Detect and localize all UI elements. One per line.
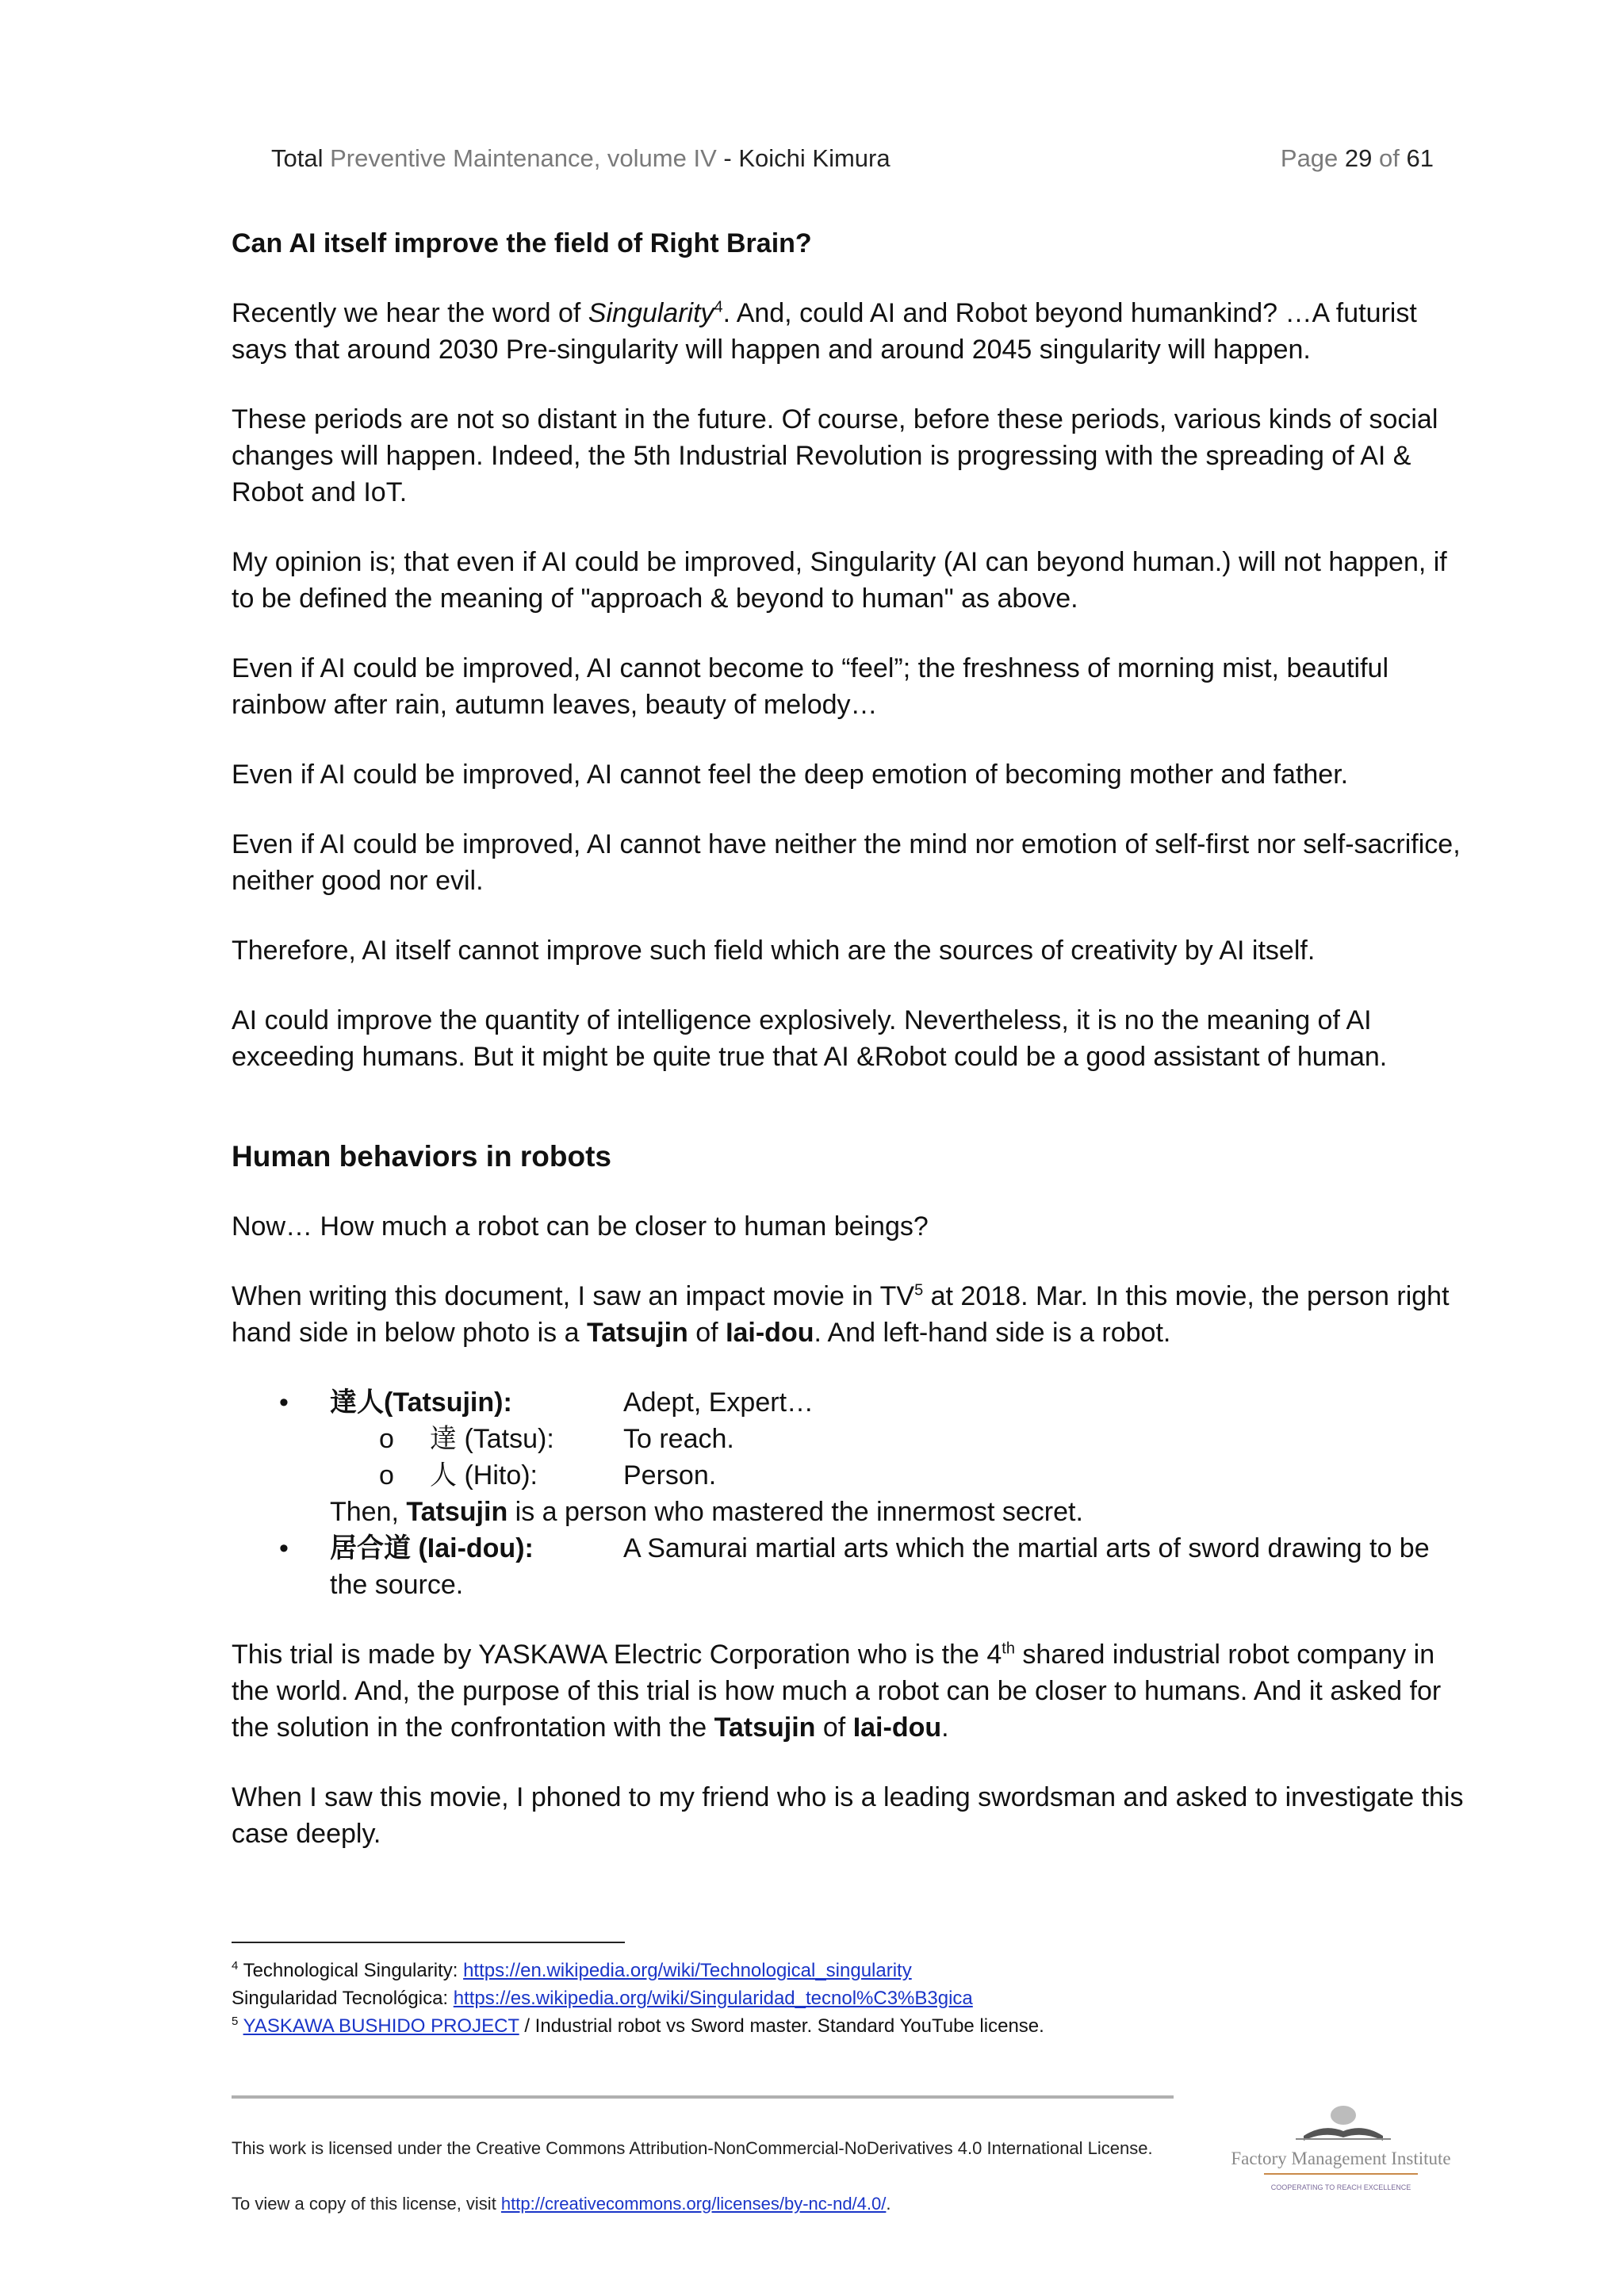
definition-list <box>232 1384 1465 1603</box>
sub-list-item: o 達 (Tatsu): To reach. <box>232 1421 1465 1457</box>
paragraph: Even if AI could be improved, AI cannot feel the deep emotion of becoming mother and father. <box>232 760 1349 790</box>
circle-bullet-icon: o <box>379 1460 394 1490</box>
list-item: • 達人(Tatsujin): Adept, Expert… <box>232 1384 1465 1421</box>
footnote-divider <box>232 1942 625 1943</box>
paragraph: When I saw this movie, I phoned to my friend who is a leading swordsman and asked to investigate this case deeply. <box>232 1782 1464 1849</box>
footnote-4b: Singularidad Tecnológica: https://es.wikipedia.org/wiki/Singularidad_tecnol%C3%B3gica <box>232 1988 973 2009</box>
document-body <box>232 225 1465 1885</box>
paragraph: Now… How much a robot can be closer to human beings? <box>232 1211 929 1242</box>
footnote-link[interactable]: YASKAWA BUSHIDO PROJECT <box>243 2015 519 2037</box>
license-link[interactable]: http://creativecommons.org/licenses/by-nc-nd/4.0/ <box>500 2194 887 2214</box>
footnote-5: $^5$ YASKAWA BUSHIDO PROJECT / Industrial robot vs Sword master. Standard YouTube license. <box>232 2015 1044 2037</box>
footnote-4: $^4$ Technological Singularity: https://en.wikipedia.org/wiki/Technological_singularity <box>232 1959 912 1981</box>
paragraph: Even if AI could be improved, AI cannot have neither the mind nor emotion of self-first nor self-sacrifice, neither good nor evil. <box>232 829 1461 896</box>
paragraph: My opinion is; that even if AI could be improved, Singularity (AI can beyond human.) will not happen, if to be defined the meaning of "approach & beyond to human" as above. <box>232 547 1447 614</box>
footnote-link[interactable]: https://es.wikipedia.org/wiki/Singularidad_tecnol%C3%B3gica <box>453 1988 973 2009</box>
bullet-icon: • <box>279 1387 289 1418</box>
page-number: Page 29 of 61 <box>1280 144 1434 172</box>
section-heading: Human behaviors in robots <box>232 1140 612 1173</box>
footnote-link[interactable]: https://en.wikipedia.org/wiki/Technological_singularity <box>463 1960 912 1981</box>
paragraph: This trial is made by YASKAWA Electric Corporation who is the 4th shared industrial robot company in the world. And, the purpose of this trial is how much a robot can be closer to humans. And it asked for the solution in the confrontation with the Tatsujin of Iai-dou. <box>232 1640 1442 1743</box>
paragraph: When writing this document, I saw an impact movie in $TV^5$ at 2018. Mar. In this movie, the person right hand side in below photo is a Tatsujin of Iai-dou. And left-hand side is a robot. <box>232 1281 1450 1348</box>
paragraph: Even if AI could be improved, AI cannot become to “feel”; the freshness of morning mist, beautiful rainbow after rain, autumn leaves, beauty of melody… <box>232 653 1388 720</box>
footer-divider <box>232 2095 1174 2099</box>
paragraph: Recently we hear the word of Singularity$^4$. And, could AI and Robot beyond humankind? …A futurist says that around 2030 Pre-singularity will happen and around 2045 singularity will happen. <box>232 298 1417 365</box>
bullet-icon: • <box>279 1533 289 1563</box>
running-title: Total Preventive Maintenance, volume IV - Koichi Kimura <box>271 144 891 172</box>
paragraph: Therefore, AI itself cannot improve such field which are the sources of creativity by AI itself. <box>232 936 1316 966</box>
footnote-ref: 4 <box>714 298 723 316</box>
logo-tagline: COOPERATING TO REACH EXCELLENCE <box>1270 2183 1411 2191</box>
sub-list-item: o 人 (Hito): Person. <box>232 1457 1465 1494</box>
license-text: This work is licensed under the Creative Commons Attribution-NonCommercial-NoDerivatives 4.0 International License. <box>232 2138 1153 2158</box>
paragraph: AI could improve the quantity of intelligence explosively. Nevertheless, it is no the meaning of AI exceeding humans. But it might be quite true that AI &Robot could be a good assistant of human. <box>232 1005 1388 1072</box>
footnotes <box>232 1957 1342 2040</box>
paragraph: These periods are not so distant in the future. Of course, before these periods, various kinds of social changes will happen. Indeed, the 5th Industrial Revolution is progressing with the spreading of AI & Robot and IoT. <box>232 404 1438 507</box>
license-link-line: To view a copy of this license, visit http://creativecommons.org/licenses/by-nc-nd/4.0/. <box>232 2194 891 2214</box>
list-item: • 居合道 (Iai-dou): A Samurai martial arts which the martial arts of sword drawing to be <box>232 1530 1465 1567</box>
list-item-continuation: the source. <box>330 1570 464 1600</box>
page-header <box>271 144 1434 173</box>
list-note: Then, Tatsujin is a person who mastered the innermost secret. <box>330 1497 1083 1527</box>
circle-bullet-icon: o <box>379 1424 394 1454</box>
logo-name: Factory Management Institute <box>1231 2149 1451 2168</box>
factory-management-institute-logo <box>1216 2099 1465 2199</box>
logo-figure-icon <box>1331 2106 1356 2125</box>
section-heading: Can AI itself improve the field of Right Brain? <box>232 228 812 258</box>
footnote-ref: 5 <box>914 1281 924 1299</box>
